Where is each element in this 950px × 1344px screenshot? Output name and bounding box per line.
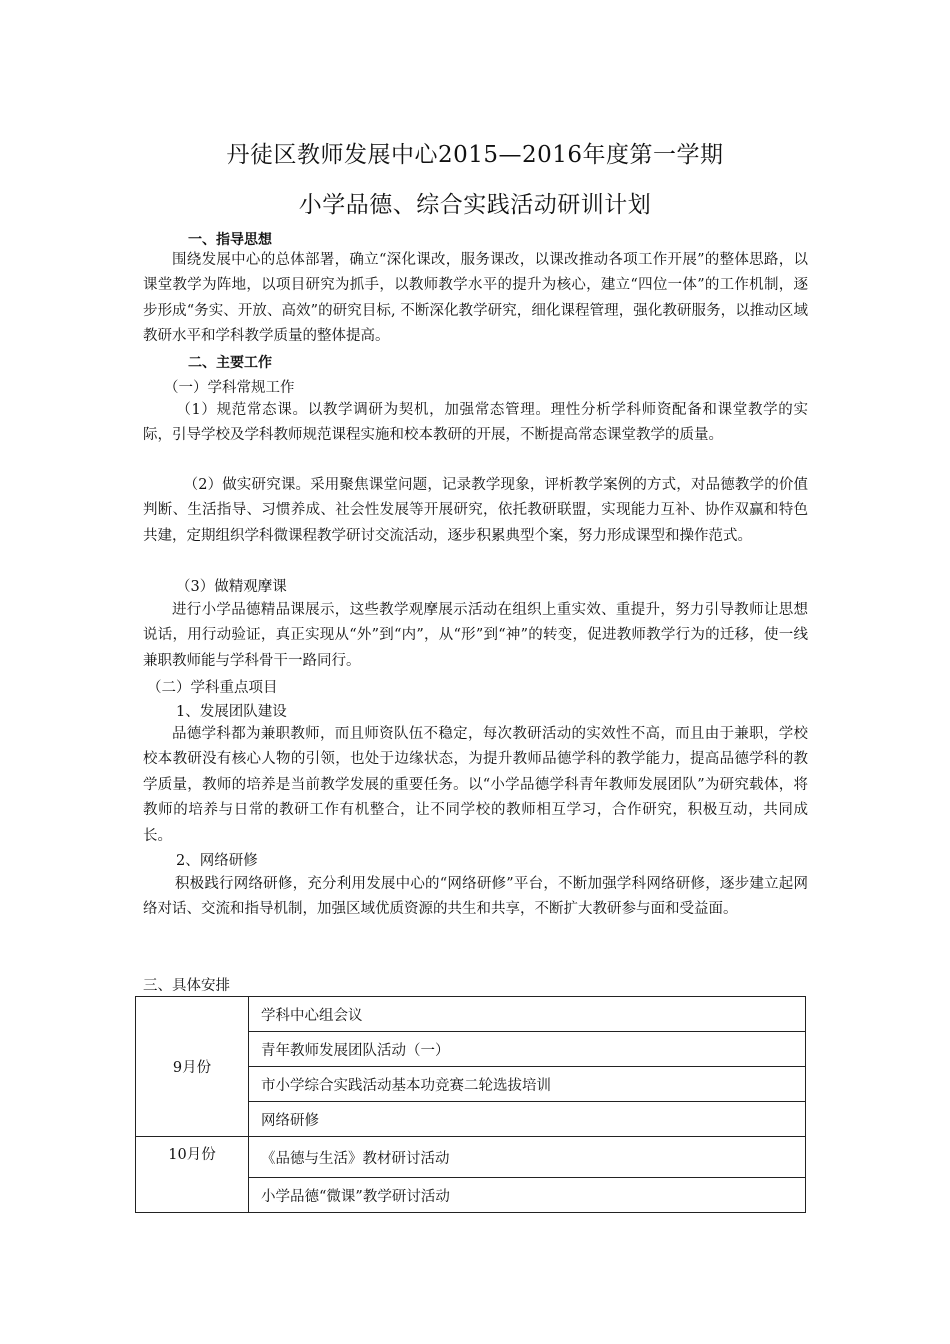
part1-title: （一）学科常规工作 [164,380,295,396]
activity-cell: 学科中心组会议 [249,997,806,1032]
part2-item1: 品德学科都为兼职教师，而且师资队伍不稳定，每次教研活动的实效性不高，而且由于兼职，学校校本教研没有核心人物的引领，也处于边缘状态，为提升教师品德学科的教学能力，提高品德学科的教学质量，教师的培养是当前教学发展的重要任务。以“小学品德学科青年教师发展团队”为研究载体，将教师的培养与日常的教研工作有机整合，让不同学校的教师相互学习，合作研究，积极互动，共同成长。 [143,726,808,844]
part1-item2: （2）做实研究课。采用聚焦课堂问题，记录教学现象，评析教学案例的方式，对品德教学的价值判断、生活指导、习惯养成、社会性发展等开展研究，依托教研联盟，实现能力互补、协作双赢和特色共建，定期组织学科微课程教学研讨交流活动，逐步积累典型个案，努力形成课型和操作范式。 [143,477,808,544]
table-row [136,1137,806,1178]
part2-item2: 积极践行网络研修，充分利用发展中心的“网络研修”平台，不断加强学科网络研修，逐步建立起网络对话、交流和指导机制，加强区域优质资源的共生和共享，不断扩大教研参与面和受益面。 [143,876,808,918]
schedule-table [135,996,806,1213]
part1-item3-title: （3）做精观摩课 [176,579,287,595]
part2-title: （二）学科重点项目 [147,680,278,696]
part2-item2-title: 2、网络研修 [176,853,258,869]
activity-cell: 青年教师发展团队活动（一） [249,1032,806,1067]
section3-heading: 三、具体安排 [143,978,230,994]
table-row [136,997,806,1032]
part2-item1-title: 1、发展团队建设 [176,704,287,720]
document-title-line1: 丹徒区教师发展中心2015—2016年度第一学期 [226,142,724,168]
activity-cell: 市小学综合实践活动基本功竞赛二轮选拔培训 [249,1067,806,1102]
month-cell: 9月份 [136,997,249,1137]
part1-item1: （1）规范常态课。以教学调研为契机，加强常态管理。理性分析学科师资配备和课堂教学的实际，引导学校及学科教师规范课程实施和校本教研的开展，不断提高常态课堂教学的质量。 [143,402,808,444]
part1-item3: 进行小学品德精品课展示，这些教学观摩展示活动在组织上重实效、重提升，努力引导教师让思想说话，用行动验证，真正实现从“外”到“内”，从“形”到“神”的转变，促进教师教学行为的迁移，使一线兼职教师能与学科骨干一路同行。 [143,602,808,669]
section2-heading: 二、主要工作 [188,355,272,371]
section1-paragraph: 围绕发展中心的总体部署，确立“深化课改，服务课改，以课改推动各项工作开展”的整体思路，以课堂教学为阵地，以项目研究为抓手，以教师教学水平的提升为核心，建立“四位一体”的工作机制，逐步形成“务实、开放、高效”的研究目标, 不断深化教学研究，细化课程管理，强化教研服务，以推动区域教研水平和学科教学质量的整体提高。 [143,252,808,345]
activity-cell: 网络研修 [249,1102,806,1137]
activity-cell: 《品德与生活》教材研讨活动 [249,1137,806,1178]
document-title-line2: 小学品德、综合实践活动研训计划 [298,192,652,218]
month-cell: 10月份 [136,1137,249,1213]
section1-heading: 一、指导思想 [188,232,272,248]
activity-cell: 小学品德“微课”教学研讨活动 [249,1178,806,1213]
